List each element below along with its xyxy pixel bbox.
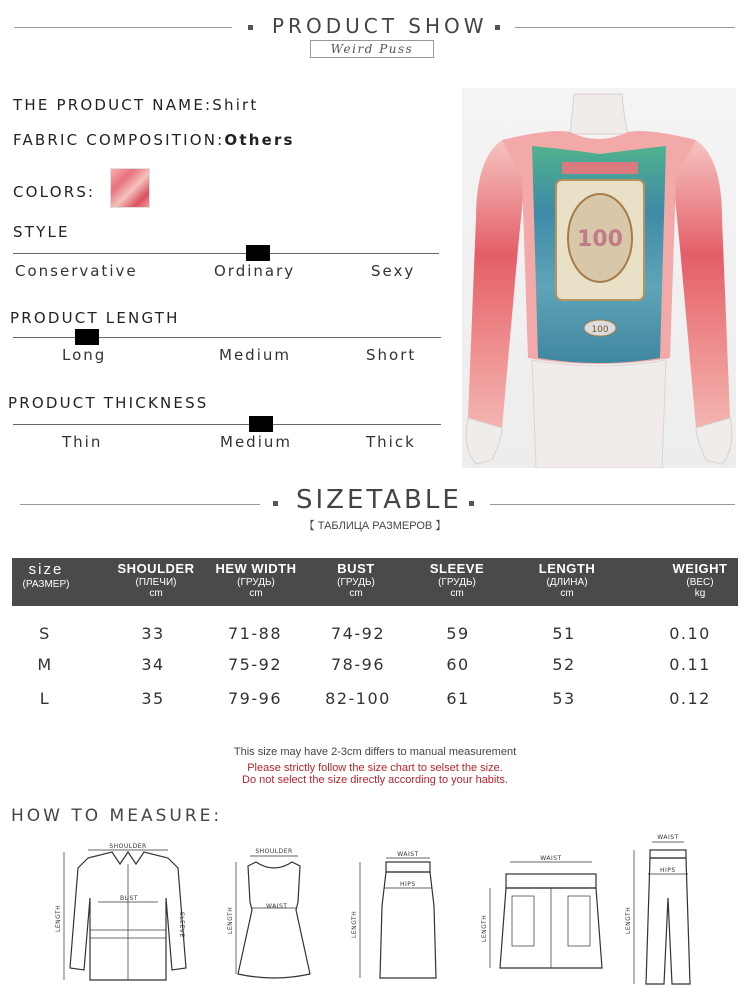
row-hew-width: 79-96: [228, 689, 282, 708]
col-bust: [306, 561, 406, 599]
style-title: STYLE: [13, 223, 70, 241]
header-bullet-right: [495, 25, 500, 30]
col-bust-title: BUST: [337, 561, 375, 576]
row-bust: 74-92: [331, 624, 385, 643]
note-follow-chart: Please strictly follow the size chart to selset the size.: [247, 762, 503, 774]
row-length: 52: [552, 655, 576, 674]
mini-skirt-measure-diagram: [474, 850, 614, 980]
svg-text:100: 100: [591, 325, 609, 335]
table-row: [0, 624, 750, 646]
row-length: 51: [552, 624, 576, 643]
row-weight: 0.11: [669, 655, 711, 674]
row-length: 53: [552, 689, 576, 708]
waist-text: WAIST: [540, 855, 562, 862]
style-option-sexy: Sexy: [371, 262, 416, 280]
row-weight: 0.12: [669, 689, 711, 708]
how-to-measure-title: HOW TO MEASURE:: [11, 806, 223, 826]
col-sleeve-unit: cm: [450, 588, 464, 599]
sizetable-rule-left: [20, 504, 260, 505]
length-text: LENGTH: [227, 906, 234, 934]
table-row: [0, 655, 750, 677]
bust-text: BUST: [120, 895, 138, 902]
length-marker: [75, 329, 99, 345]
length-text: LENGTH: [351, 910, 358, 938]
row-bust: 82-100: [325, 689, 391, 708]
length-text: LENGTH: [481, 914, 488, 942]
col-length-unit: cm: [560, 588, 574, 599]
page-title: PRODUCT SHOW: [272, 14, 488, 38]
row-hew-width: 75-92: [228, 655, 282, 674]
row-shoulder: 34: [141, 655, 165, 674]
row-size: S: [39, 624, 51, 643]
thickness-option-medium: Medium: [220, 433, 292, 451]
sizetable-header: [12, 558, 738, 606]
row-hew-width: 71-88: [228, 624, 282, 643]
fabric-label: FABRIC COMPOSITION:: [13, 131, 225, 149]
thickness-option-thick: Thick: [366, 433, 416, 451]
length-option-medium: Medium: [219, 346, 291, 364]
col-shoulder-title: SHOULDER: [117, 561, 195, 576]
header-bullet-left: [248, 25, 253, 30]
style-option-ordinary: Ordinary: [214, 262, 296, 280]
sizetable-bullet-right: [469, 501, 474, 506]
product-name: [13, 96, 259, 114]
col-length-sub: (ДЛИНА): [546, 577, 588, 588]
col-weight: [650, 561, 750, 599]
col-sleeve-title: SLEEVE: [429, 561, 485, 576]
size-header-sub: (РАЗМЕР): [22, 579, 70, 590]
dress-measure-diagram: [214, 842, 314, 988]
col-bust-sub: (ГРУДЬ): [337, 577, 375, 588]
sizetable-rule-right: [490, 504, 735, 505]
fabric-value: Others: [224, 131, 295, 149]
style-option-conservative: Conservative: [15, 262, 138, 280]
shoulder-text: SHOULDER: [109, 843, 147, 850]
col-hew-width-unit: cm: [249, 588, 263, 599]
colors-label: COLORS:: [13, 183, 96, 201]
col-weight-unit: kg: [694, 588, 706, 599]
row-shoulder: 33: [141, 624, 165, 643]
header-rule-right: [515, 27, 735, 28]
svg-text:100: 100: [577, 227, 623, 252]
size-header-title: size: [28, 561, 64, 578]
waist-text: WAIST: [397, 851, 419, 858]
length-text: LENGTH: [55, 904, 62, 932]
row-weight: 0.10: [669, 624, 711, 643]
fabric-composition: [13, 131, 295, 149]
col-hew-width-title: HEW WIDTH: [215, 561, 297, 576]
pants-measure-diagram: [620, 828, 710, 988]
product-name-value: Shirt: [212, 96, 259, 114]
product-photo: [462, 88, 736, 468]
col-shoulder-sub: (ПЛЕЧИ): [135, 577, 177, 588]
length-option-short: Short: [366, 346, 417, 364]
col-hew-width: [206, 561, 306, 599]
row-size: L: [39, 689, 51, 708]
jacket-measure-diagram: [50, 838, 200, 988]
col-hew-width-sub: (ГРУДЬ): [237, 577, 275, 588]
row-size: M: [37, 655, 53, 674]
skirt-measure-diagram: [338, 846, 438, 986]
thickness-option-thin: Thin: [62, 433, 103, 451]
length-option-long: Long: [62, 346, 107, 364]
table-row: [0, 689, 750, 711]
waist-text: WAIST: [657, 834, 679, 841]
waist-text: WAIST: [266, 903, 288, 910]
length-title: PRODUCT LENGTH: [10, 309, 180, 327]
col-shoulder: [106, 561, 206, 599]
hips-text: HIPS: [660, 867, 676, 874]
col-weight-sub: (ВЕС): [686, 577, 714, 588]
col-length: [517, 561, 617, 599]
header-rule-left: [14, 27, 232, 28]
sleeve-text: SLEEVE: [178, 912, 185, 938]
col-sleeve-sub: (ГРУДЬ): [438, 577, 476, 588]
thickness-title: PRODUCT THICKNESS: [8, 394, 209, 412]
style-scale-line: [13, 253, 439, 254]
col-weight-title: WEIGHT: [672, 561, 728, 576]
row-sleeve: 60: [446, 655, 470, 674]
row-shoulder: 35: [141, 689, 165, 708]
hips-text: HIPS: [400, 881, 416, 888]
product-name-label: THE PRODUCT NAME:: [13, 96, 213, 114]
sizetable-title: SIZETABLE: [296, 485, 462, 515]
row-bust: 78-96: [331, 655, 385, 674]
size-column-header: [0, 561, 96, 590]
row-sleeve: 61: [446, 689, 470, 708]
sizetable-subtitle: 【 ТАБЛИЦА РАЗМЕРОВ 】: [303, 520, 447, 532]
sizetable-bullet-left: [273, 501, 278, 506]
note-habits: Do not select the size directly according to your habits.: [242, 774, 508, 786]
thickness-scale-line: [13, 424, 441, 425]
shoulder-text: SHOULDER: [255, 848, 293, 855]
length-text: LENGTH: [625, 906, 632, 934]
row-sleeve: 59: [446, 624, 470, 643]
note-measurement: This size may have 2-3cm differs to manual measurement: [233, 746, 517, 758]
col-sleeve: [407, 561, 507, 599]
color-swatch[interactable]: [110, 168, 150, 208]
brand-tag: Weird Puss: [310, 40, 434, 58]
col-bust-unit: cm: [349, 588, 363, 599]
col-shoulder-unit: cm: [149, 588, 163, 599]
thickness-marker: [249, 416, 273, 432]
col-length-title: LENGTH: [538, 561, 596, 576]
style-marker: [246, 245, 270, 261]
